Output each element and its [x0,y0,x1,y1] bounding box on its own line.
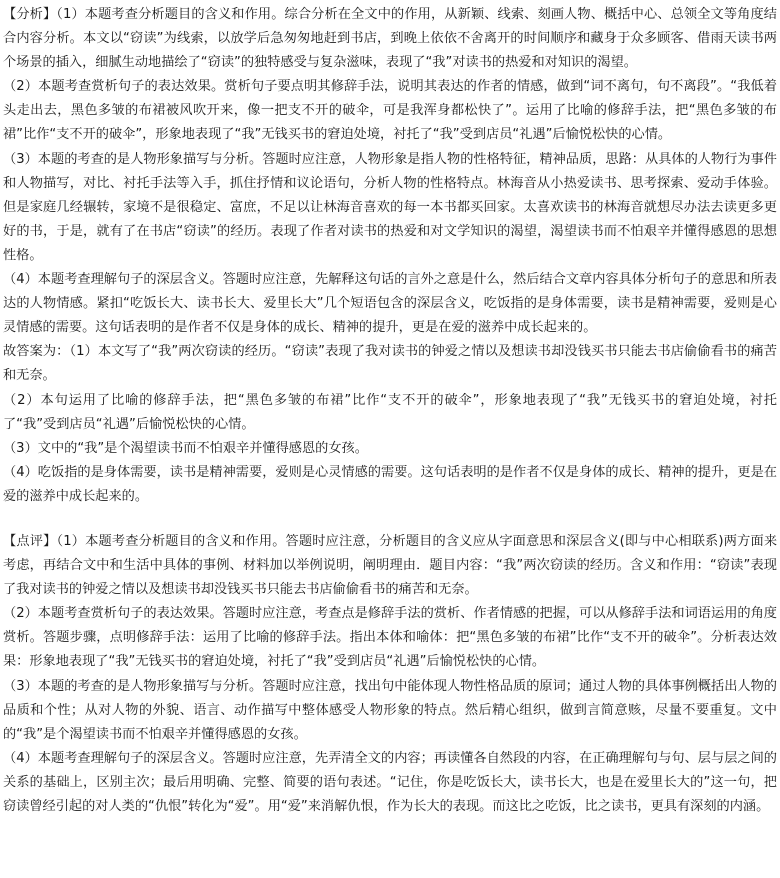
comment-text-1: （1）本题考查分析题目的含义和作用。答题时应注意，分析题目的含义应从字面意思和深层含义(即与中心相联系)两方面来考虑，再结合文中和生活中具体的事例、材料加以举例说明，阐明理由．题目内容：“我”两次窃读的经历。含义和作用：“窃读”表现了我对读书的钟爱之情以及想读书却没钱买书只能去书店偷偷看书的痛苦和无奈。 [3,533,778,598]
answer-paragraph-1: 故答案为：（1）本文写了“我”两次窃读的经历。“窃读”表现了我对读书的钟爱之情以及想读书却没钱买书只能去书店偷偷看书的痛苦和无奈。 [3,344,777,384]
analysis-paragraph-3: （3）本题的考查的是人物形象描写与分析。答题时应注意，人物形象是指人物的性格特征，精神品质，思路：从具体的人物行为事件和人物描写，对比、衬托手法等入手，抓住抒情和议论语句，分析人物的性格特点。林海音从小热爱读书、思考探索、爱动手体验。但是家庭几经辗转，家境不是很稳定、富庶，不足以让林海音喜欢的每一本书都买回家。太喜欢读书的林海音就想尽办法去读更多更好的书，于是，就有了在书店“窃读”的经历。表现了作者对读书的热爱和对文学知识的渴望，渴望读书而不怕艰辛并懂得感恩的思想性格。 [3,151,777,263]
answer-paragraph-2: （2）本句运用了比喻的修辞手法，把“黑色多皱的布裙”比作“支不开的破伞”，形象地表现了“我”无钱买书的窘迫处境，衬托了“我”受到店员“礼遇”后愉悦松快的心情。 [3,392,777,432]
comment-paragraph-2: （2）本题考查赏析句子的表达效果。答题时应注意，考查点是修辞手法的赏析、作者情感的把握，可以从修辞手法和词语运用的角度赏析。答题步骤，点明修辞手法：运用了比喻的修辞手法。指出本体和喻体：把“黑色多皱的布裙”比作“支不开的破伞”。分析表达效果：形象地表现了“我”无钱买书的窘迫处境，衬托了“我”受到店员“礼遇”后愉悦松快的心情。 [3,606,777,670]
answer-paragraph-4: （4）吃饭指的是身体需要，读书是精神需要，爱则是心灵情感的需要。这句话表明的是作者不仅是身体的成长、精神的提升，更是在爱的滋养中成长起来的。 [3,464,777,504]
section-spacer [3,509,777,530]
analysis-paragraph-2: （2）本题考查赏析句子的表达效果。赏析句子要点明其修辞手法，说明其表达的作者的情感，做到“词不离句，句不离段”。“我低着头走出去，黑色多皱的布裙被风吹开来，像一把支不开的破伞，可是我浑身都松快了”。运用了比喻的修辞手法，把“黑色多皱的布裙”比作“支不开的破伞”，形象地表现了“我”无钱买书的窘迫处境，衬托了“我”受到店员“礼遇”后愉悦松快的心情。 [3,79,777,143]
comment-title: 【点评】 [3,533,57,549]
comment-section [3,530,777,819]
comment-paragraph-3: （3）本题的考查的是人物形象描写与分析。答题时应注意，找出句中能体现人物性格品质的原词；通过人物的具体事例概括出人物的品质和个性；从对人物的外貌、语言、动作描写中整体感受人物形象的特点。然后精心组织，做到言简意赅，尽量不要重复。文中的“我”是个渴望读书而不怕艰辛并懂得感恩的女孩。 [3,678,777,742]
analysis-paragraph-1 [3,3,777,75]
analysis-title: 【分析】 [3,7,57,22]
comment-paragraph-1 [3,530,777,602]
analysis-text-1: （1）本题考查分析题目的含义和作用。综合分析在全文中的作用，从新颖、线索、刻画人物、概括中心、总领全文等角度结合内容分析。本文以“窃读”为线索，以放学后急匆匆地赶到书店，到晚上依依不舍离开的时间顺序和藏身于众多顾客、借雨天读书两个场景的插入，细腻生动地描绘了“窃读”的独特感受与复杂滋味，表现了“我”对读书的热爱和对知识的渴望。 [3,7,777,71]
answer-paragraph-3: （3）文中的“我”是个渴望读书而不怕艰辛并懂得感恩的女孩。 [3,440,368,456]
analysis-paragraph-4: （4）本题考查理解句子的深层含义。答题时应注意，先解释这句话的言外之意是什么，然后结合文章内容具体分析句子的意思和所表达的人物情感。紧扣“吃饭长大、读书长大、爱里长大”几个短语包含的深层含义，吃饭指的是身体需要，读书是精神需要，爱则是心灵情感的需要。这句话表明的是作者不仅是身体的成长、精神的提升，更是在爱的滋养中成长起来的。 [3,272,777,336]
analysis-section [3,3,777,509]
comment-paragraph-4: （4）本题考查理解句子的深层含义。答题时应注意，先弄清全文的内容；再读懂各自然段的内容，在正确理解句与句、层与层之间的关系的基础上，区别主次；最后用明确、完整、简要的语句表述。“记住，你是吃饭长大，读书长大，也是在爱里长大的”这一句，把窃读曾经引起的对人类的“仇恨”转化为“爱”。用“爱”来消解仇恨，作为长大的表现。而这比之吃饭，比之读书，更具有深刻的内涵。 [3,750,777,814]
